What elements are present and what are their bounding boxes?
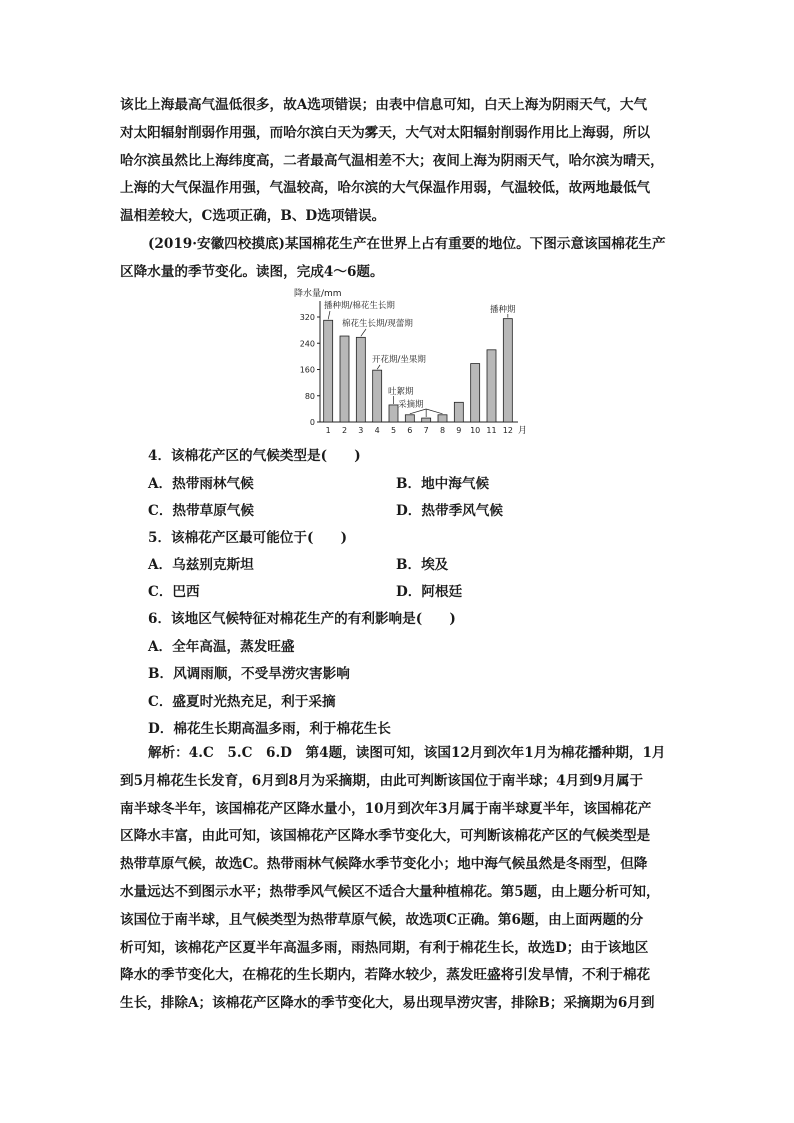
q5-option-c: C．巴西 bbox=[148, 584, 200, 600]
question-6-stem: 6．该地区气候特征对棉花生产的有利影响是( ) bbox=[148, 611, 456, 627]
annotation-label: 开花期/坐果期 bbox=[372, 355, 426, 365]
bar-month-10 bbox=[471, 364, 480, 422]
q5-option-a: A．乌兹别克斯坦 bbox=[148, 557, 254, 573]
bar-month-1 bbox=[324, 320, 333, 422]
intro-text: 某国棉花生产在世界上占有重要的地位。下图示意该国棉花生产 bbox=[285, 236, 666, 252]
q6-option-d: D．棉花生长期高温多雨，利于棉花生长 bbox=[148, 721, 391, 737]
annotation-label: 采摘期 bbox=[398, 400, 424, 410]
q6-option-a: A．全年高温，蒸发旺盛 bbox=[148, 639, 295, 655]
y-tick-label: 160 bbox=[299, 365, 315, 375]
precipitation-chart bbox=[290, 284, 540, 440]
paragraph-line: 哈尔滨虽然比上海纬度高，二者最高气温相差不大；夜间上海为阴雨天气，哈尔滨为晴天， bbox=[120, 152, 664, 169]
analysis-line: 生长，排除A；该棉花产区降水的季节变化大，易出现旱涝灾害，排除B；采摘期为6月到 bbox=[120, 995, 655, 1012]
analysis-line: 降水的季节变化大，在棉花的生长期内，若降水较少，蒸发旺盛将引发旱情，不利于棉花 bbox=[120, 967, 651, 984]
q6-option-b: B．风调雨顺，不受旱涝灾害影响 bbox=[148, 666, 350, 682]
annotation-label: 棉花生长期/现蕾期 bbox=[342, 319, 413, 329]
analysis-line: 热带草原气候，故选C。热带雨林气候降水季节变化小；地中海气候虽然是冬雨型，但降 bbox=[120, 856, 648, 873]
bar-month-4 bbox=[373, 370, 382, 422]
x-tick-label: 8 bbox=[439, 426, 446, 435]
annotation-label: 播种期 bbox=[490, 305, 516, 315]
annotation-label: 播种期/棉花生长期 bbox=[324, 301, 395, 311]
previous-answer-paragraph bbox=[120, 92, 676, 231]
paragraph-line: 温相差较大，C选项正确，B、D选项错误。 bbox=[120, 208, 386, 225]
annotation-pointer bbox=[377, 365, 380, 369]
x-tick-label: 9 bbox=[456, 426, 462, 435]
q4-option-b: B．地中海气候 bbox=[396, 476, 490, 492]
x-tick-label: 5 bbox=[390, 426, 397, 435]
x-tick-label: 4 bbox=[374, 426, 380, 435]
paragraph-line: 对太阳辐射削弱作用强，而哈尔滨白天为雾天，大气对太阳辐射削弱作用比上海弱，所以 bbox=[120, 124, 651, 141]
x-tick-label: 2 bbox=[341, 426, 348, 435]
paragraph-line: 上海的大气保温作用强，气温较高，哈尔滨的大气保温作用弱，气温较低，故两地最低气 bbox=[120, 180, 651, 197]
bar-month-2 bbox=[340, 336, 349, 422]
analysis-line: 南半球冬半年，该国棉花产区降水量小，10月到次年3月属于南半球夏半年，该国棉花产 bbox=[120, 800, 652, 817]
x-tick-label: 12 bbox=[502, 426, 513, 435]
annotation-pointer bbox=[426, 409, 442, 414]
bar-month-12 bbox=[503, 319, 512, 422]
x-ticks bbox=[326, 426, 513, 435]
annotation-pointer bbox=[361, 329, 366, 336]
x-tick-label: 10 bbox=[470, 426, 481, 435]
y-tick-label: 80 bbox=[304, 391, 315, 401]
q5-option-b: B．埃及 bbox=[396, 557, 449, 573]
paragraph-line: 该比上海最高气温低很多，故A选项错误；由表中信息可知，白天上海为阴雨天气，大气 bbox=[120, 97, 648, 113]
bar-month-9 bbox=[454, 402, 463, 422]
analysis-paragraph bbox=[120, 740, 680, 1018]
annotation-pointer bbox=[328, 311, 330, 319]
intro-line-1 bbox=[120, 230, 680, 258]
y-axis-label: 降水量/mm bbox=[294, 289, 342, 299]
analysis-line: 解析：4.C 5.C 6.D 第4题，读图可知，该国12月到次年1月为棉花播种期，1月 bbox=[148, 745, 666, 761]
y-tick-label: 0 bbox=[309, 418, 315, 427]
x-tick-label: 3 bbox=[358, 426, 364, 435]
q4-option-a: A．热带雨林气候 bbox=[148, 476, 254, 492]
source-tag: (2019·安徽四校摸底) bbox=[148, 236, 285, 252]
intro-line-2: 区降水量的季节变化。读图，完成4～6题。 bbox=[120, 264, 384, 280]
bar-month-6 bbox=[405, 415, 414, 422]
q4-option-d: D．热带季风气候 bbox=[396, 503, 503, 519]
y-tick-label: 320 bbox=[299, 313, 315, 322]
q4-option-c: C．热带草原气候 bbox=[148, 503, 254, 519]
bar-month-11 bbox=[487, 350, 496, 422]
x-tick-label: 11 bbox=[486, 426, 497, 435]
bar-month-7 bbox=[422, 418, 431, 422]
question-4-stem: 4．该棉花产区的气候类型是( ) bbox=[148, 448, 361, 464]
analysis-line: 该国位于南半球，且气候类型为热带草原气候，故选项C正确。第6题，由上面两题的分 bbox=[120, 911, 644, 928]
x-axis-label: 月 bbox=[518, 426, 528, 436]
x-tick-label: 1 bbox=[325, 426, 331, 435]
x-tick-label: 6 bbox=[407, 426, 413, 435]
annotation-label: 吐絮期 bbox=[388, 387, 414, 397]
analysis-line: 到5月棉花生长发育，6月到8月为采摘期，由此可判断该国位于南半球；4月到9月属于 bbox=[120, 772, 644, 789]
question-intro bbox=[120, 230, 680, 286]
analysis-line: 区降水丰富，由此可知，该国棉花产区降水季节变化大，可判断该棉花产区的气候类型是 bbox=[120, 828, 651, 845]
bar-month-8 bbox=[438, 415, 447, 422]
q5-option-d: D．阿根廷 bbox=[396, 584, 463, 600]
analysis-line: 析可知，该棉花产区夏半年高温多雨，雨热同期，有利于棉花生长，故选D；由于该地区 bbox=[120, 939, 649, 956]
y-tick-label: 240 bbox=[299, 339, 315, 349]
bar-month-5 bbox=[389, 405, 398, 422]
question-5-stem: 5．该棉花产区最可能位于( ) bbox=[148, 530, 348, 546]
q6-option-c: C．盛夏时光热充足，利于采摘 bbox=[148, 694, 336, 710]
bar-month-3 bbox=[356, 337, 365, 422]
y-ticks bbox=[300, 313, 320, 427]
x-tick-label: 7 bbox=[423, 426, 429, 435]
analysis-line: 水量远达不到图示水平；热带季风气候区不适合大量种植棉花。第5题，由上题分析可知， bbox=[120, 883, 660, 900]
